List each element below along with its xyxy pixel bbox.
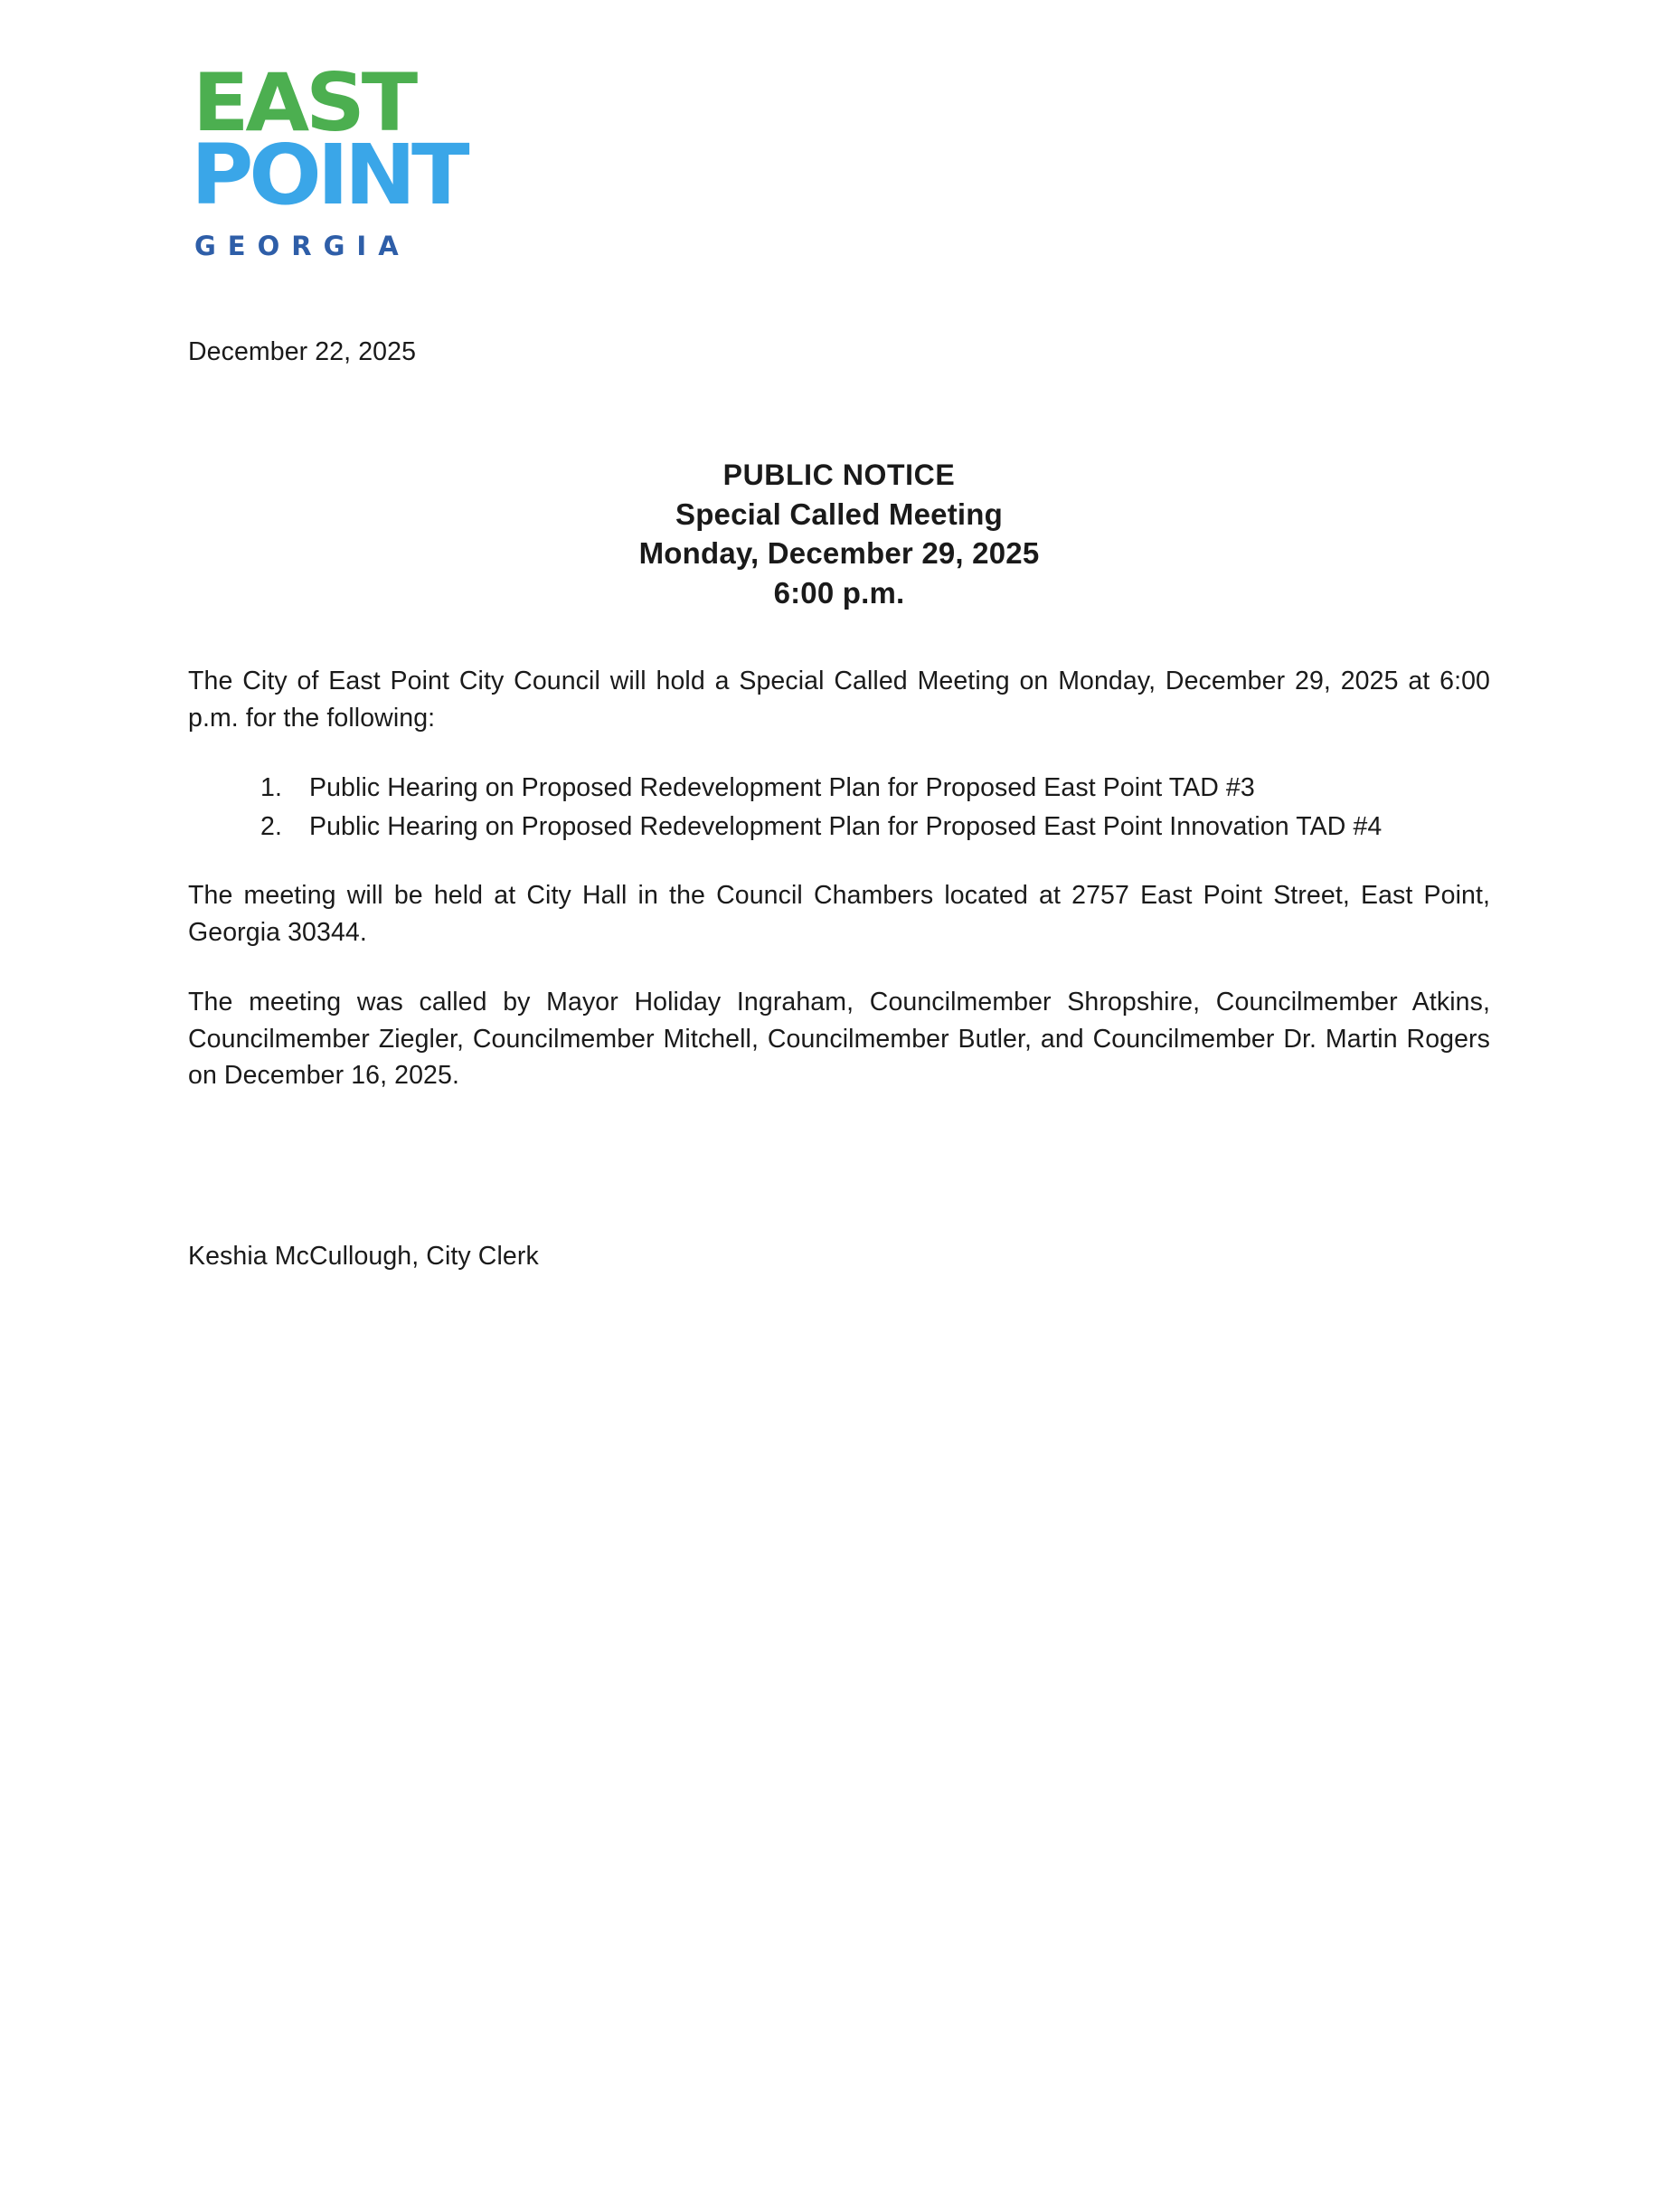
heading-line-date: Monday, December 29, 2025 xyxy=(638,536,1040,571)
document-date: December 22, 2025 xyxy=(188,337,417,366)
heading-line-time: 6:00 p.m. xyxy=(773,575,905,610)
list-item: 1. Public Hearing on Proposed Redevelopment Plan for Proposed East Point TAD #3 xyxy=(289,770,1490,807)
heading-line-public-notice: PUBLIC NOTICE xyxy=(722,459,956,492)
east-point-georgia-logo xyxy=(188,56,550,326)
logo-text-east: EAST xyxy=(193,56,415,149)
agenda-item-list xyxy=(188,770,1490,846)
paragraph-location: The meeting will be held at City Hall in the Council Chambers located at 2757 East Point Street, East Point, Georgia 30344. xyxy=(188,881,1490,948)
document-content xyxy=(188,56,1490,1275)
logo-text-georgia: GEORGIA xyxy=(194,231,411,261)
paragraph-intro: The City of East Point City Council will hold a Special Called Meeting on Monday, December 29, 2025 at 6:00 p.m. for the following: xyxy=(188,667,1490,733)
heading-line-meeting-type: Special Called Meeting xyxy=(675,497,1003,531)
paragraph-called-by: The meeting was called by Mayor Holiday Ingraham, Councilmember Shropshire, Councilmember Atkins, Councilmember Ziegler, Councilmember Mitchell, Councilmember Butler, and Councilmember Dr. Martin Rogers on December 16, 2025. xyxy=(188,987,1490,1091)
notice-heading xyxy=(188,456,1490,612)
logo-text-point: POINT xyxy=(191,127,466,223)
signature-block: Keshia McCullough, City Clerk xyxy=(188,1242,539,1272)
list-item: 2. Public Hearing on Proposed Redevelopment Plan for Proposed East Point Innovation TAD #4 xyxy=(289,809,1490,846)
